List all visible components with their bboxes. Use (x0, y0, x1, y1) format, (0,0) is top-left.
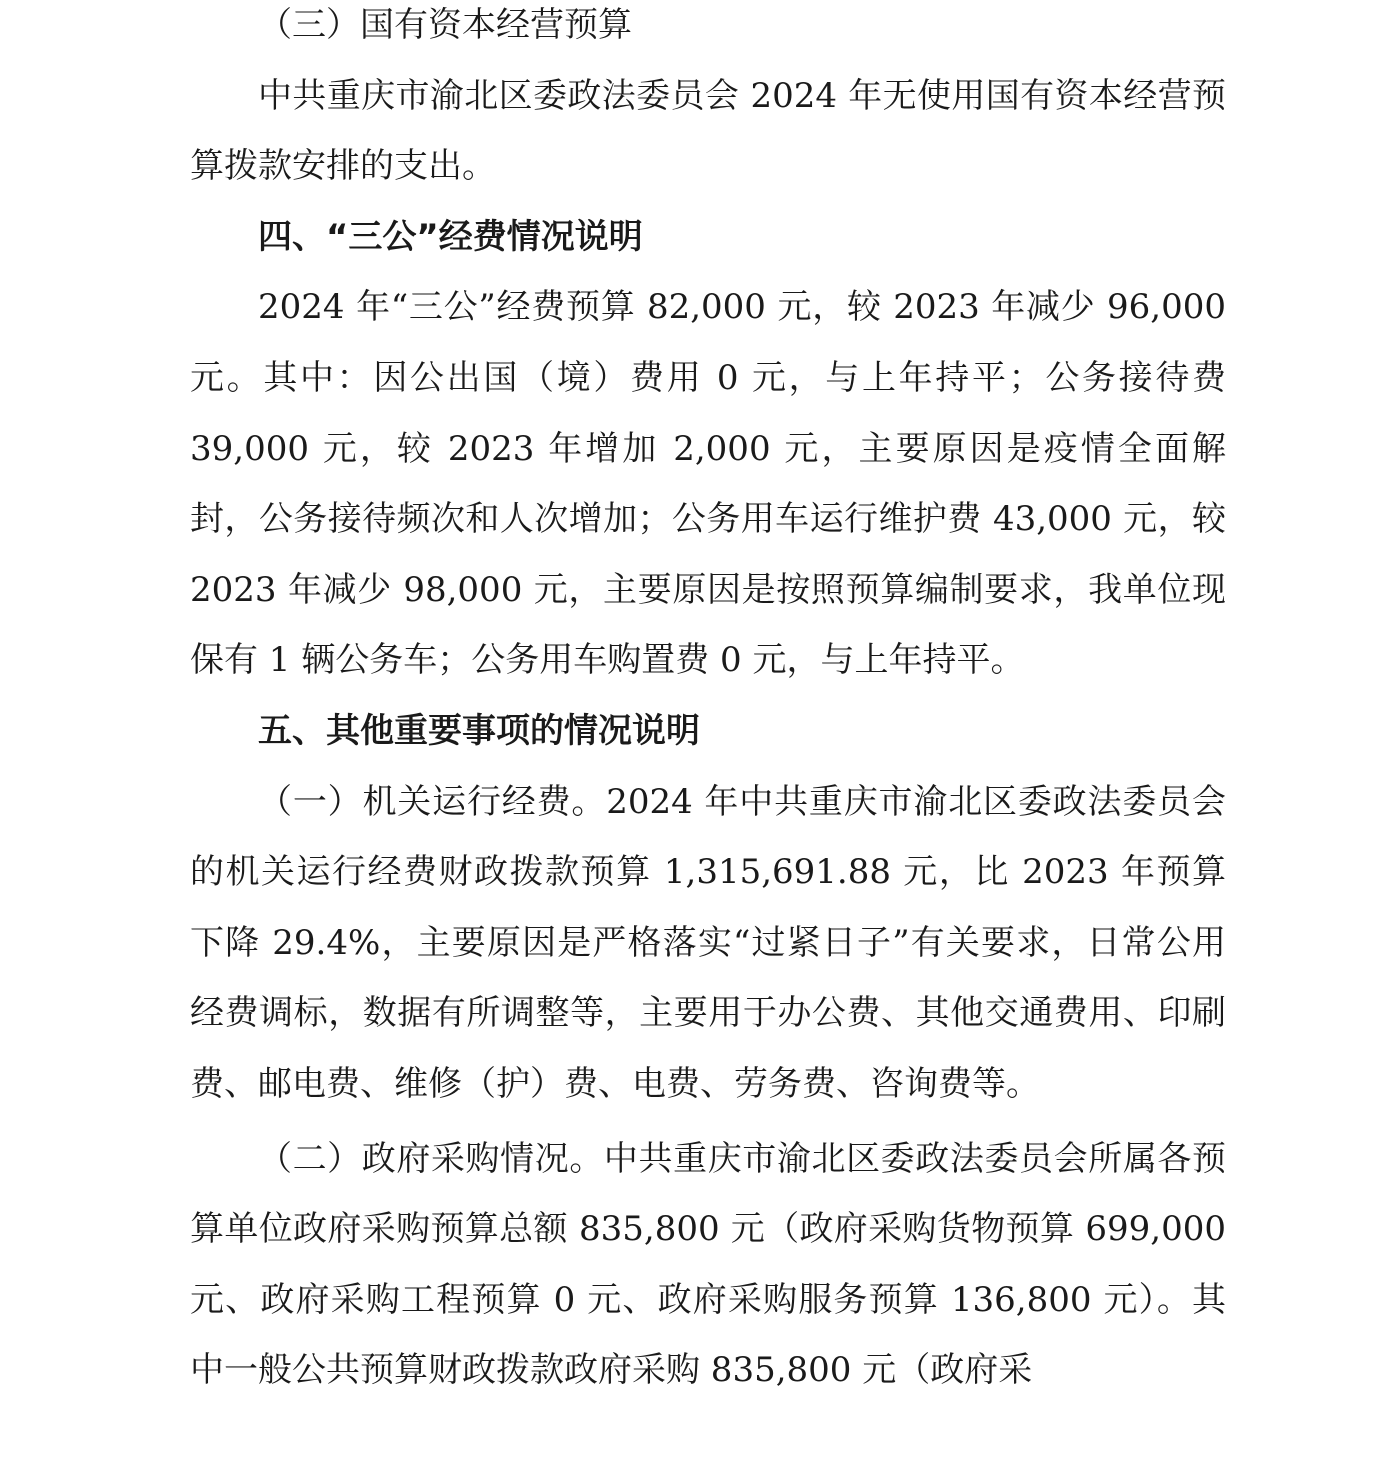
paragraph-three-public-expenses: 2024 年“三公”经费预算 82,000 元，较 2023 年减少 96,000 元。其中：因公出国（境）费用 0 元，与上年持平；公务接待费 39,000 元，较 2023 年增加 2,000 元，主要原因是疫情全面解封，公务接待频次和人次增加；公务用车运行维护费 43,000 元，较 2023 年减少 98,000 元，主要原因是按照预算编制要求，我单位现保有 1 辆公务车；公务用车购置费 0 元，与上年持平。 (190, 287, 1226, 681)
section-heading-three-public-expenses: 四、“三公”经费情况说明 (258, 216, 643, 257)
document-page (190, 0, 1226, 1406)
paragraph-operating-expenses: （一）机关运行经费。2024 年中共重庆市渝北区委政法委员会的机关运行经费财政拨款预算 1,315,691.88 元，比 2023 年预算下降 29.4%，主要原因是严格落实“过紧日子”有关要求，日常公用经费调标，数据有所调整等，主要用于办公费、其他交通费用、印刷费、邮电费、维修（护）费、电费、劳务费、咨询费等。 (190, 781, 1226, 1104)
paragraph-state-capital-budget: 中共重庆市渝北区委政法委员会 2024 年无使用国有资本经营预算拨款安排的支出。 (190, 75, 1226, 187)
subsection-heading-state-capital-budget: （三）国有资本经营预算 (258, 5, 632, 45)
paragraph-government-procurement: （二）政府采购情况。中共重庆市渝北区委政法委员会所属各预算单位政府采购预算总额 835,800 元（政府采购货物预算 699,000 元、政府采购工程预算 0 元、政府采购服务预算 136,800 元）。其中一般公共预算财政拨款政府采购 835,800 元（政府采 (190, 1138, 1226, 1391)
section-heading-other-matters: 五、其他重要事项的情况说明 (258, 710, 700, 751)
